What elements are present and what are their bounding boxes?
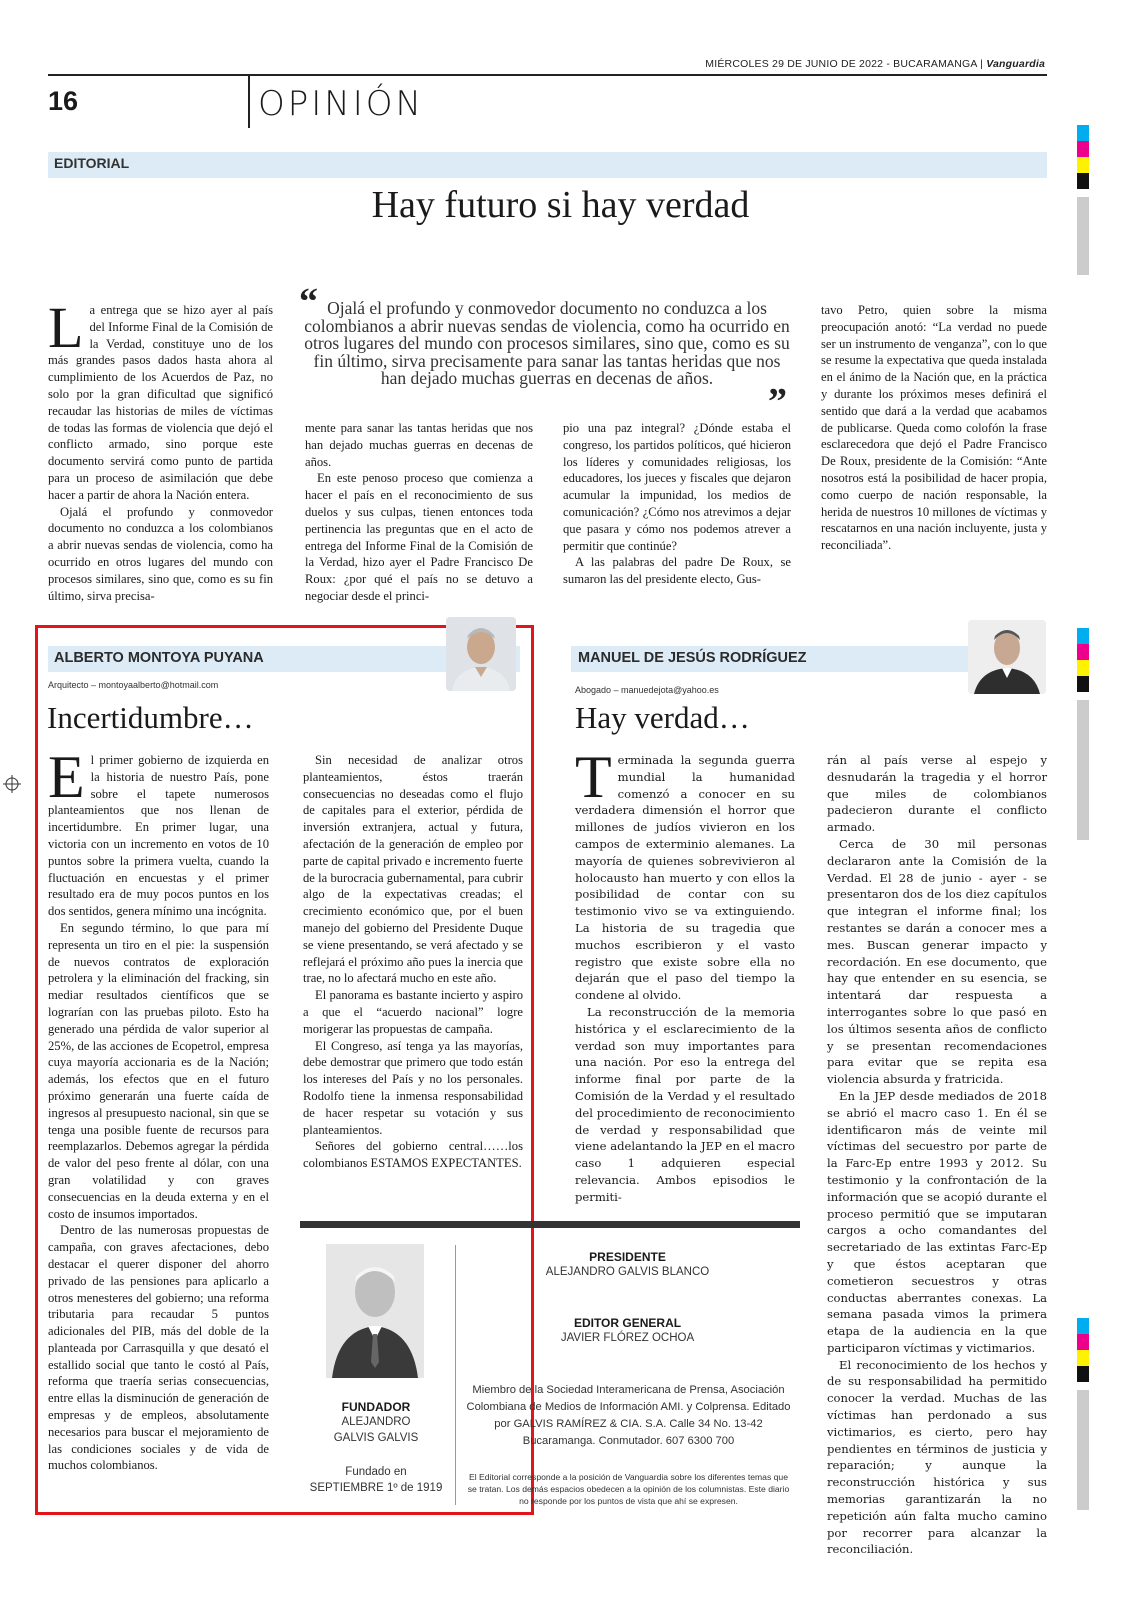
founded-label: Fundado en	[345, 1466, 407, 1478]
columnist-2-email: Abogado – manuedejota@yahoo.es	[575, 685, 719, 695]
paragraph: Dentro de las numerosas propuestas de campaña, con graves afectaciones, debo destacar el querer disponer del ahorro privado de las pensiones para aplicarlo a otros menesteres del gobierno; una reforma tributaria para recaudar 5 puntos adicionales del PIB, más del doble de la planteada por Carrasquilla y que desató el estallido social que tanto le costó al País, reforma que traería serias consecuencias, entre ellas la disminución de generación de empresas y de empleos, absolutamente necesarios para buscar el mejoramiento de las condiciones sociales y de vida de muchos colombianos.	[48, 1223, 269, 1473]
president-label: PRESIDENTE	[589, 1250, 666, 1264]
open-quote-icon: “	[299, 281, 318, 323]
paragraph: tavo Petro, quien sobre la misma preocupación anotó: “La verdad no puede ser un instrumento de venganza”, con lo que se resume la expectativa que queda instalada en el ánimo de la Nación que, en la práctica y durante los próximos meses definirá el sentido que dará a la verdad que acabamos de publicarse. Queda como colofón la frase esclarecedora que dejó el Padre Francisco De Roux, presidente de la Comisión: “Ante nosotros está la posibilidad de hacer propia, como cuerpo de nación responsable, la herida de nuestros 10 millones de víctimas y rescatarnos en una nación incluyente, justa y reconciliada”.	[821, 303, 1047, 553]
paragraph: Sin necesidad de analizar otros planteamientos, éstos traerán consecuencias no deseadas como el flujo de capitales para el exterior, pérdida de inversión extranjera, actual y futura, afectación de la generación de empleo por parte de capital privado e incremento fuerte de la burocracia gubernamental, para cubrir algo de la expectativas creadas; el crecimiento económico que, por el buen manejo del gobierno del Presidente Duque se viene presentando, se verá afectado y se reflejará el próximo año pues la inercia que trae, no lo afectará mucho en este año.	[303, 753, 523, 986]
masthead-divider	[455, 1245, 456, 1505]
masthead-rule	[300, 1221, 800, 1228]
columnist-1-name: ALBERTO MONTOYA PUYANA	[54, 650, 264, 666]
columnist-2-title: Hay verdad…	[575, 700, 750, 735]
columnist-2-column-b	[827, 752, 1047, 1558]
paragraph: La reconstrucción de la memoria histórica y el esclarecimiento de la verdad son muy importantes para una nación. Por eso la entrega del informe final por parte de la Comisión de la Verdad y el resultado del procedimiento de reconocimiento de verdad y responsabilidad que viene adelantando la JEP en el macro caso 1 adquieren especial relevancia. Ambos episodios le permiti-	[575, 1004, 795, 1204]
columnist-1-email: Arquitecto – montoyaalberto@hotmail.com	[48, 680, 219, 690]
editorial-column-2	[305, 420, 533, 605]
paragraph: El reconocimiento de los hechos y de su responsabilidad ha permitido conocer la verdad. Muchas de las víctimas han perdonado a sus victimarios, es cierto, pero hay pendientes en términos de justicia y reparación; y aunque la reconstrucción histórica y sus memorias garantizarán la no repetición aún falta mucho camino por recorrer para alcanzar la reconciliación.	[827, 1357, 1047, 1557]
date-text: MIÉRCOLES 29 DE JUNIO DE 2022 - BUCARAMANGA	[705, 58, 978, 70]
section-title: OPINIÓN	[258, 84, 424, 124]
founder-name-2: GALVIS GALVIS	[333, 1432, 419, 1444]
paragraph: Ojalá el profundo y conmovedor documento no conduzca a los colombianos a abrir nuevas sendas de violencia, como ha ocurrido en otros lugares del mundo con procesos similares, sino que, como es su fin último, sirva precisa-	[48, 504, 273, 603]
editorial-column-4	[821, 302, 1047, 554]
paragraph: mente para sanar las tantas heridas que nos han dejado muchas guerras en decenas de años.	[305, 421, 533, 469]
paragraph: erminada la segunda guerra mundial la humanidad comenzó a conocer en su verdadera dimensión el horror que millones de judíos vivieron en los campos de exterminio alemanes. La mayoría de quienes sobrevivieron al holocausto han muerto y con ellos la posibilidad de contar con su testimonio vivo se va extinguiendo. La historia de su tragedia que muchos escribieron y el vasto registro que existe sobre ella no dejarán que el paso del tiempo la condene al olvido.	[575, 753, 795, 1003]
brand-logo: Vanguardia	[986, 58, 1045, 70]
paragraph: Señores del gobierno central……los colombianos ESTAMOS EXPECTANTES.	[303, 1139, 523, 1171]
page-number: 16	[48, 86, 79, 116]
drop-cap: T	[575, 744, 612, 810]
paragraph: pio una paz integral? ¿Dónde estaba el congreso, los partidos políticos, qué hicieron los líderes y comunidades religiosas, los educadores, los jueces y fiscales que dejaron acumular la impunidad, los medios de comunicación? ¿Cómo nos atrevimos a dejar que pasara y cómo nos podemos atrever a permitir que continúe?	[563, 421, 791, 553]
founder-name-1: ALEJANDRO	[341, 1416, 411, 1428]
paragraph: Cerca de 30 mil personas declararon ante la Comisión de la Verdad. El 28 de junio - ayer - se presentaron dos de los diez capítulos que integran el informe final; los restantes se darán a conocer mes a mes. Buscan generar impacto y recordación. En ese documento, que hay que entender en su esencia, se intentará dar respuesta a interrogantes sobre lo que pasó en los últimos sesenta años de conflicto y se presentan recomendaciones para evitar que se repita esa violencia absurda y fratricida.	[827, 836, 1047, 1087]
paragraph: En la JEP desde mediados de 2018 se abrió el macro caso 1. En él se identificaron más de veinte mil víctimas del secuestro por parte de la Farc-Ep entre 1993 y 2012. Su testimonio y la confrontación de la información que se acopió durante el proceso permitió que se imputaran cargos a ocho comandantes del secretariado de las extintas Farc-Ep y que éstos aceptaran que cometieron secuestros y otras conductas aberrantes conexas. La semana pasada vimos la primera etapa de la audiencia en la que participaron víctimas y victimarios.	[827, 1088, 1047, 1355]
founded-date: SEPTIEMBRE 1º de 1919	[309, 1482, 443, 1494]
crosshair-icon	[3, 775, 21, 793]
dateline: MIÉRCOLES 29 DE JUNIO DE 2022 - BUCARAMANGA | Vanguardia	[705, 58, 1045, 70]
disclaimer-text: El Editorial corresponde a la posición de Vanguardia sobre los diferentes temas que se tratan. Los demás espacios obedecen a la opinión de los columnistas. Este diario no responde por los puntos de vista que ahí se expresen.	[467, 1472, 790, 1506]
columnist-1-column-a	[48, 744, 269, 1474]
editor-name: JAVIER FLÓREZ OCHOA	[560, 1332, 695, 1344]
drop-cap: E	[48, 744, 85, 810]
paragraph: En este penoso proceso que comienza a hacer el país en el reconocimiento de sus duelos y sus culpas, tienen entonces toda pertinencia las preguntas que en el acto de entrega del Informe Final de la Comisión de la Verdad, hizo ayer el Padre Francisco De Roux: ¿por qué el país no se detuvo a negociar desde el princi-	[305, 471, 533, 603]
editorial-column-3	[563, 420, 791, 588]
columnist-1-photo	[446, 617, 516, 691]
editorial-bar	[48, 152, 1047, 178]
columnist-2-column-a	[575, 744, 795, 1206]
columnist-2-photo	[968, 620, 1046, 694]
paragraph: a entrega que se hizo ayer al país del Informe Final de la Comisión de la Verdad, constituye uno de los más grandes pasos dados hasta ahora al cumplimiento de los Acuerdos de Paz, no solo por la gran dificultad que significó recaudar las historias de miles de víctimas de todas las formas de violencia que dejó el conflicto armado, sino porque este documento servirá como punto de partida para un proceso de asimilación que debe hacer a partir de ahora la Nación entera.	[48, 303, 273, 502]
pull-quote-text: Ojalá el profundo y conmovedor documento no conduzca a los colombianos a abrir nuevas sendas de violencia, como ha ocurrido en otros lugares del mundo con procesos similares, sino que, como es su fin último, sirva precisamente para sanar las tantas heridas que nos han dejado muchas guerras en decenas de años.	[304, 298, 790, 388]
registration-marks-mid	[1077, 628, 1089, 840]
editorial-label: EDITORIAL	[54, 155, 130, 171]
header-rule	[48, 74, 1047, 76]
close-quote-icon: ”	[768, 381, 787, 423]
paragraph: l primer gobierno de izquierda en la historia de nuestro País, pone sobre el tapete numerosos planteamientos que nos llenan de incertidumbre. En primer lugar, una victoria con un incremento en votos de 10 puntos sobre la primera vuelta, cuando la fluctuación en encuestas y el primer resultado era de muy pocos puntos en los dos sentidos, genera mínimo una incógnita.	[48, 753, 269, 919]
founder-label: FUNDADOR	[341, 1400, 411, 1414]
paragraph: El Congreso, así tenga ya las mayorías, debe demostrar que primero que todo están los intereses del País y no los personales. Rodolfo tiene la inmensa responsabilidad de hacer respetar su votación y sus planteamientos.	[303, 1038, 523, 1137]
editorial-column-1	[48, 295, 273, 604]
paragraph: En segundo término, lo que para mí representa un tiro en el pie: la suspensión de nuevos contratos de exploración petrolera y la eliminación del fracking, sin mediar resultados científicos que se lograrían con las pruebas piloto. Esto ha generado una pérdida de valor superior al 25%, de las acciones de Ecopetrol, empresa cuya mayoría accionaria es de la Nación; además, los efectos que en el futuro próximo generarán una fuerte caída de ingresos al presupuesto nacional, sin que se tenga una posible fuente de recursos para reemplazarlos. Debemos agregar la pérdida de valor del peso frente al dólar, con una gran volatilidad y con graves consecuencias en la deuda externa y en el costo de insumos importados.	[48, 920, 269, 1221]
paragraph: El panorama es bastante incierto y aspiro a que el “acuerdo nacional” logre morigerar las propuestas de campaña.	[303, 988, 523, 1036]
pull-quote	[299, 281, 791, 423]
registration-marks-bottom	[1077, 1318, 1089, 1510]
columnist-1-column-b	[303, 752, 523, 1172]
section-divider	[248, 76, 250, 128]
president-name: ALEJANDRO GALVIS BLANCO	[545, 1266, 710, 1278]
paragraph: A las palabras del padre De Roux, se sumaron las del presidente electo, Gus-	[563, 555, 791, 587]
columnist-1-title: Incertidumbre…	[47, 700, 254, 735]
founder-photo	[326, 1244, 424, 1378]
editor-label: EDITOR GENERAL	[573, 1316, 682, 1330]
editorial-headline: Hay futuro si hay verdad	[371, 184, 750, 226]
drop-cap: L	[48, 295, 84, 360]
columnist-2-name: MANUEL DE JESÚS RODRÍGUEZ	[578, 650, 807, 666]
paragraph: rán al país verse al espejo y desnudarán la tragedia y el horror que miles de colombianos padecieron durante el conflicto armado.	[827, 753, 1047, 835]
membership-text: Miembro de la Sociedad Interamericana de Prensa, Asociación Colombiana de Medios de Información AMI. y Colprensa. Editado por GALVIS RAMÍREZ & CIA. S.A. Calle 34 No. 13-42 Bucaramanga. Conmutador. 607 6300 700	[466, 1384, 791, 1447]
